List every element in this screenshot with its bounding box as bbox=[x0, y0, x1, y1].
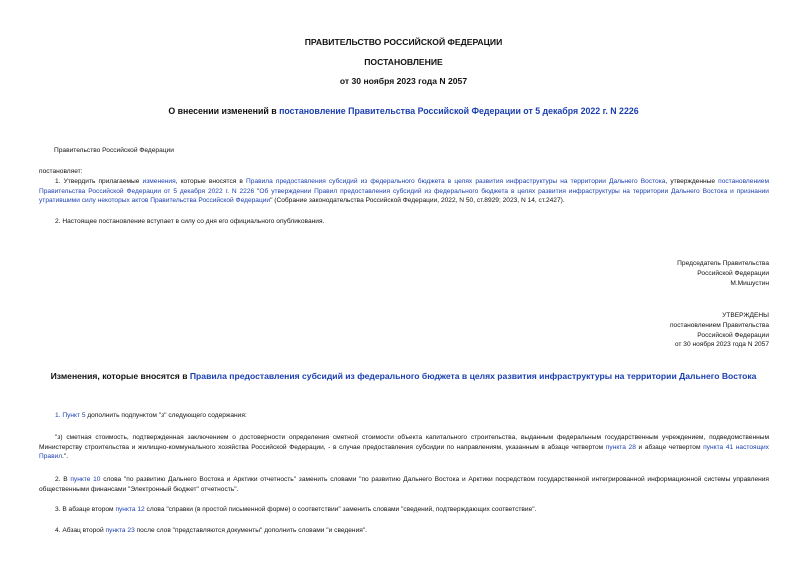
change-2-link[interactable]: пункте 10 bbox=[70, 476, 101, 483]
quote-link-28[interactable]: пункта 28 bbox=[605, 443, 636, 451]
p1-text-b: , которые вносятся в bbox=[175, 178, 247, 185]
approval-date: от 30 ноября 2023 года N 2057 bbox=[674, 341, 769, 349]
changes-title bbox=[0, 371, 807, 381]
title-prefix: О внесении изменений в bbox=[168, 106, 280, 116]
approval-label: УТВЕРЖДЕНЫ bbox=[722, 312, 769, 319]
approval-block bbox=[670, 311, 769, 350]
quote-text-c: .". bbox=[62, 453, 69, 460]
signature-name: М.Мишустин bbox=[730, 279, 769, 287]
change-4-text-b: после слов "представляются документы" дополнить словами "и сведения". bbox=[134, 527, 367, 534]
change-4-link[interactable]: пункта 23 bbox=[105, 527, 135, 534]
approval-line-2: постановлением Правительства bbox=[669, 321, 769, 329]
change-3-text-a: 3. В абзаце втором bbox=[55, 506, 116, 513]
p1-text-a: 1. Утвердить прилагаемые bbox=[55, 178, 143, 185]
change-3-link[interactable]: пункта 12 bbox=[115, 506, 145, 513]
changes-title-link[interactable]: Правила предоставления субсидий из федерального бюджета в целях развития инфраструктуры на территории Дальнего Востока bbox=[189, 371, 757, 381]
change-2-text-b: слова "по развитию Дальнего Востока и Арктики отчетность" заменить словами "по развитию Дальнего Востока и Арктики посредством государственной интегрированной информационной системы управления общественными финансами "Электронный бюджет" отчетность". bbox=[39, 476, 770, 493]
change-2-text-a: 2. В bbox=[55, 476, 71, 483]
change-4-text-a: 4. Абзац второй bbox=[55, 527, 106, 534]
p1-text-d: " bbox=[254, 187, 260, 195]
signature-country: Российской Федерации bbox=[697, 269, 769, 277]
change-2 bbox=[39, 475, 769, 494]
change-3 bbox=[55, 505, 536, 515]
paragraph-1 bbox=[39, 177, 769, 206]
change-4 bbox=[55, 526, 367, 536]
p1-link-rules[interactable]: Правила предоставления субсидий из федерального бюджета в целях развития инфраструктуры на территории Дальнего Востока bbox=[246, 178, 666, 185]
p1-link-changes[interactable]: изменения bbox=[142, 178, 176, 185]
decides-line: постановляет: bbox=[39, 168, 83, 175]
p1-text-c: , утвержденные bbox=[665, 178, 719, 185]
quote-text-a: "з) сметная стоимость, подтвержденная заключением о достоверности определения сметной стоимости объекта капитального строительства, выданным федеральным государственным учреждением, подведомственным Министерству строительства и жилищно-коммунального хозяйства Российской Федерации, - в случае предоставления субсидии по направлениям, указанным в абзаце четвертом bbox=[39, 434, 769, 451]
change-1-quote bbox=[39, 433, 769, 462]
document-title bbox=[0, 106, 807, 116]
signature-position: Председатель Правительства bbox=[677, 260, 769, 267]
document-date: от 30 ноября 2023 года N 2057 bbox=[339, 76, 468, 86]
title-link[interactable]: постановление Правительства Российской Федерации от 5 декабря 2022 г. N 2226 bbox=[279, 106, 639, 116]
quote-link-41[interactable]: пункта 41 настоящих Правил bbox=[39, 443, 769, 460]
change-1 bbox=[55, 411, 247, 421]
p1-text-e: " (Собрание законодательства Российской Федерации, 2022, N 50, ст.8929; 2023, N 14, ст.2427). bbox=[270, 197, 565, 204]
quote-text-b: и абзаце четвертом bbox=[635, 443, 704, 451]
change-1-text: дополнить подпунктом "з" следующего содержания: bbox=[85, 412, 247, 419]
paragraph-2: 2. Настоящее постановление вступает в силу со дня его официального опубликования. bbox=[55, 218, 325, 225]
document-type: ПОСТАНОВЛЕНИЕ bbox=[364, 57, 443, 67]
signature-block bbox=[677, 259, 769, 288]
change-3-text-b: слова "справки (в простой письменной форме) о соответствии" заменить словами "сведений, подтверждающих соответствие". bbox=[144, 506, 537, 513]
p1-link-resolution[interactable]: постановлением Правительства Российской Федерации от 5 декабря 2022 г. N 2226 bbox=[39, 178, 769, 195]
changes-title-prefix: Изменения, которые вносятся в bbox=[50, 371, 190, 381]
government-line: Правительство Российской Федерации bbox=[54, 147, 174, 154]
change-1-link[interactable]: 1. Пункт 5 bbox=[55, 412, 86, 419]
p1-link-approval[interactable]: Об утверждении Правил предоставления субсидий из федерального бюджета в целях развития инфраструктуры на территории Дальнего Востока и признании утратившими силу некоторых актов Правительства Российской Федерации bbox=[39, 187, 769, 204]
government-name: ПРАВИТЕЛЬСТВО РОССИЙСКОЙ ФЕДЕРАЦИИ bbox=[304, 37, 503, 47]
approval-line-3: Российской Федерации bbox=[697, 331, 769, 339]
